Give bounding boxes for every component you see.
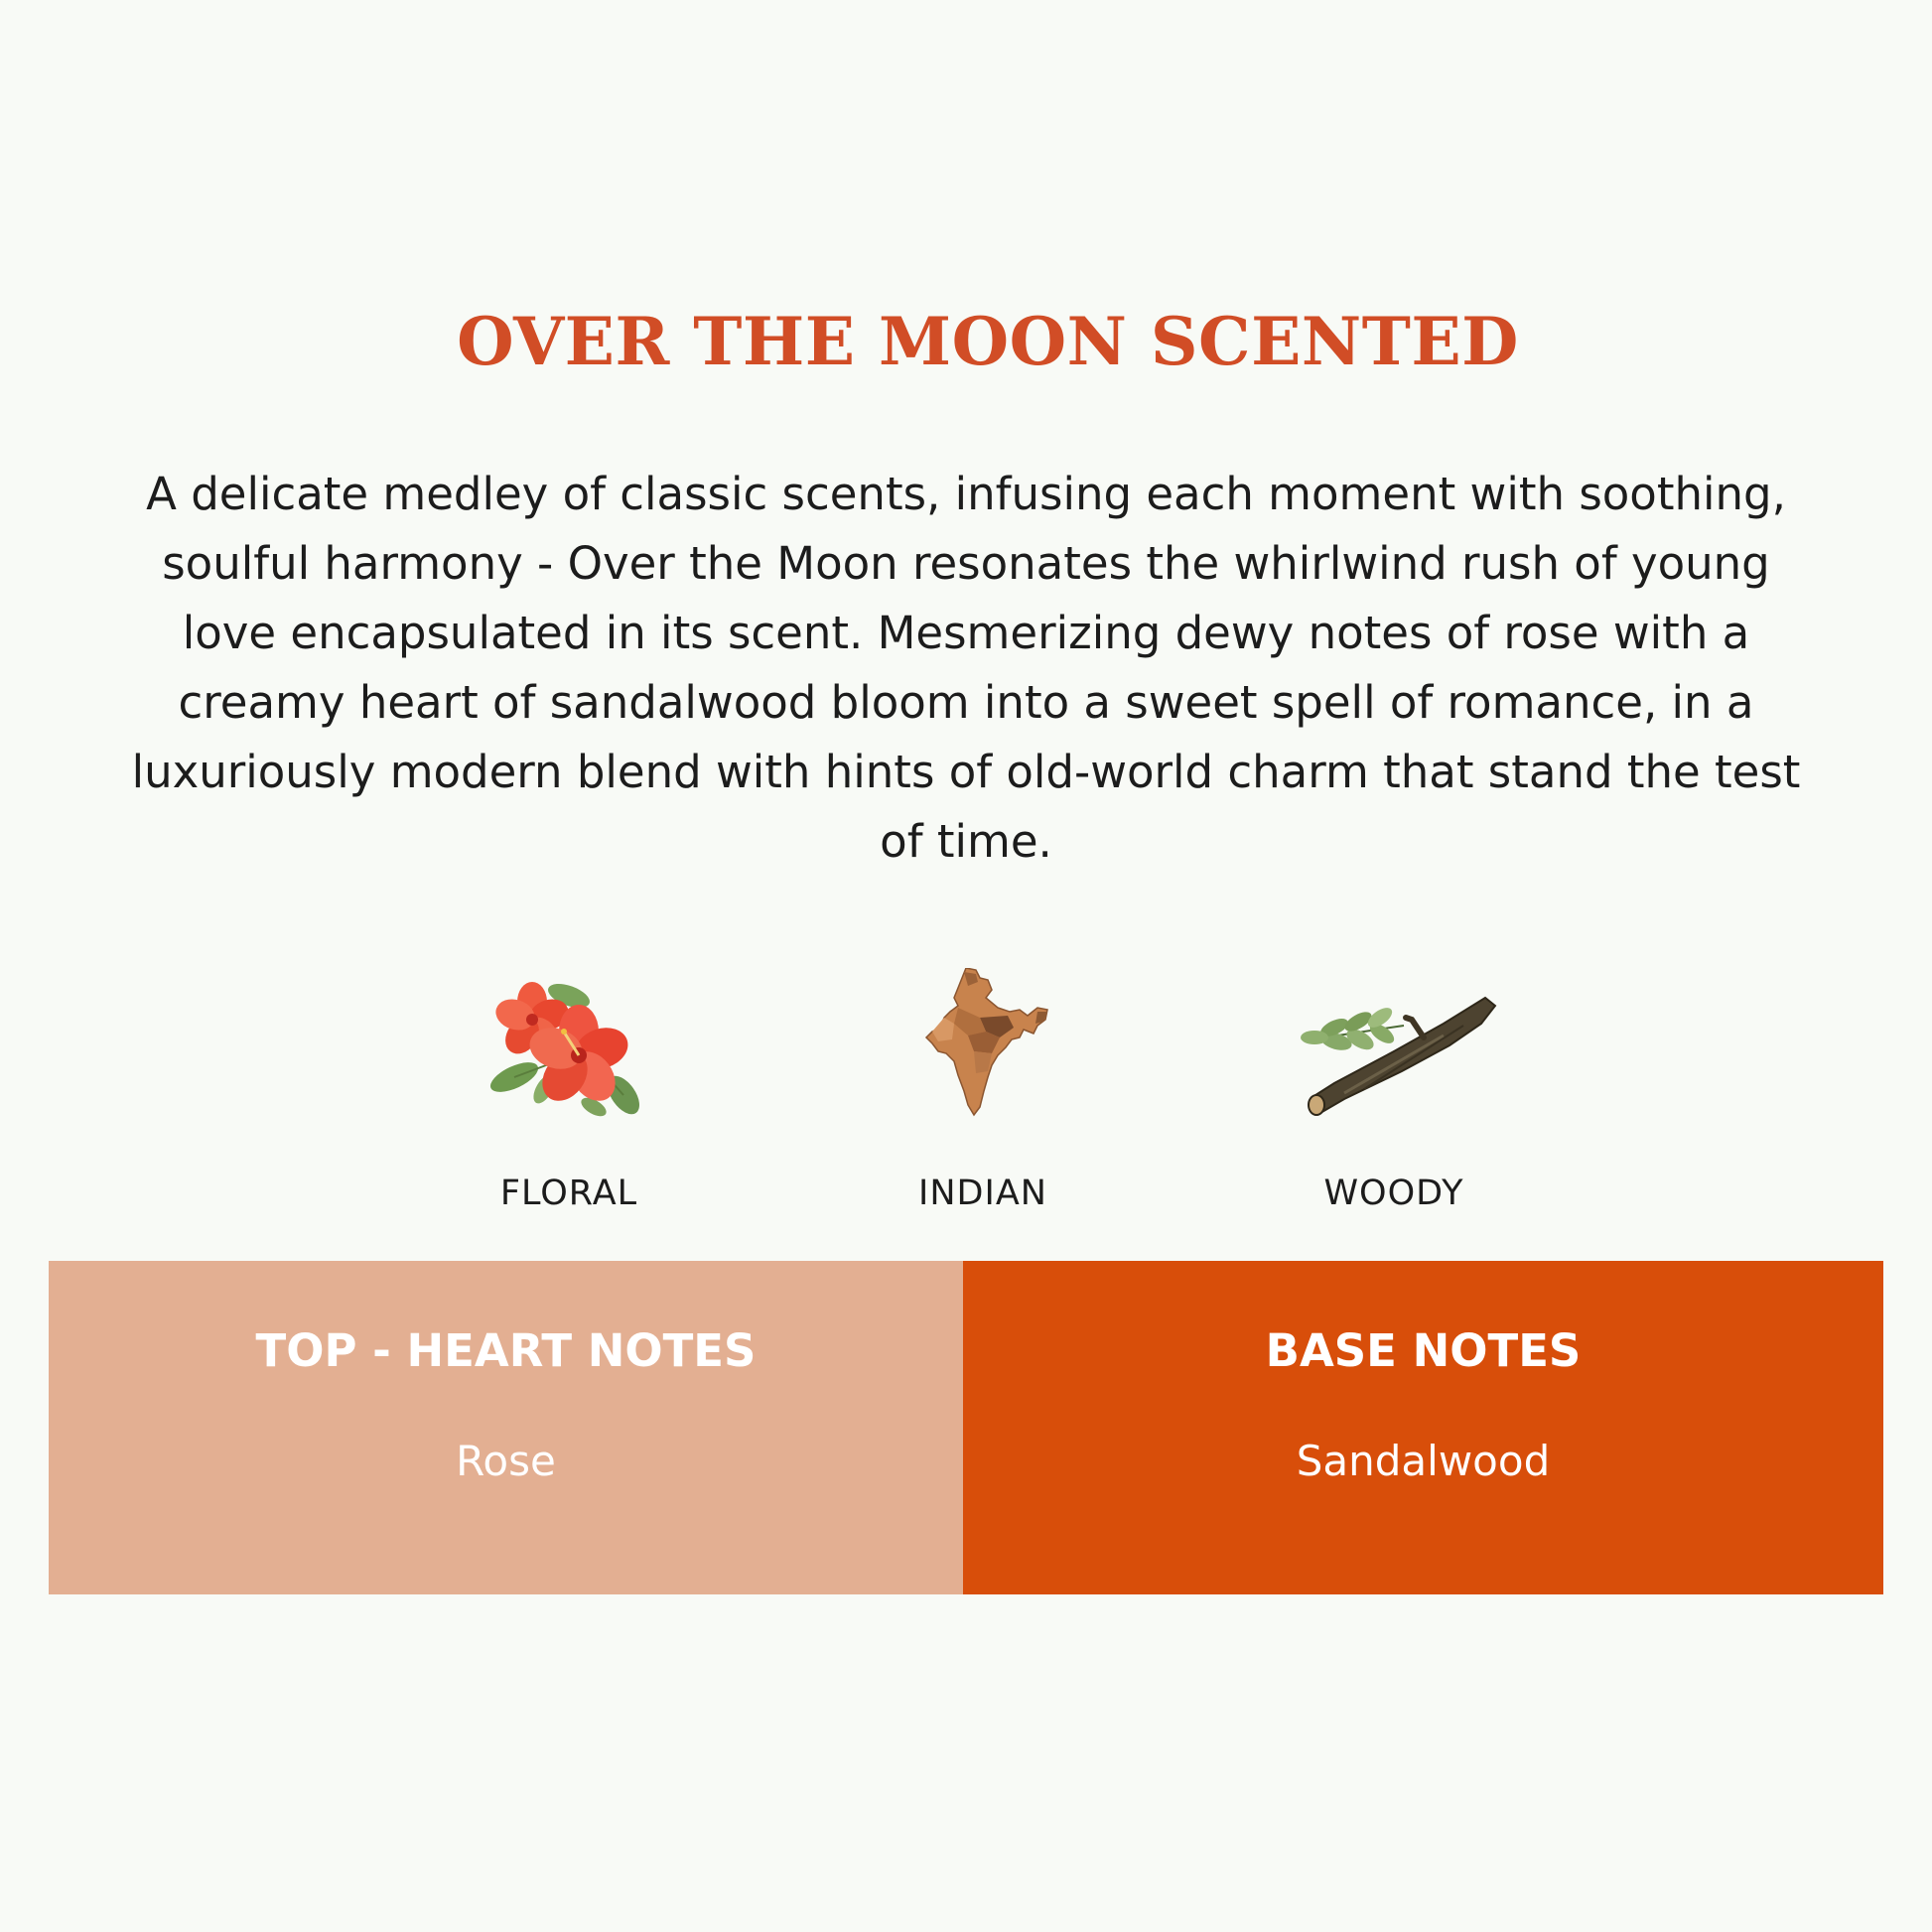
top-heart-notes-panel xyxy=(49,1261,963,1594)
base-notes-heading: BASE NOTES xyxy=(1265,1324,1582,1377)
base-notes-value: Sandalwood xyxy=(1296,1437,1551,1485)
top-heart-notes-value: Rose xyxy=(456,1437,556,1485)
scent-family-floral xyxy=(420,968,718,1226)
wood-branch-icon xyxy=(1275,968,1513,1117)
scent-family-label: INDIAN xyxy=(918,1173,1047,1213)
product-title: OVER THE MOON SCENTED xyxy=(457,303,1519,380)
scent-family-indian xyxy=(834,968,1132,1226)
product-description: A delicate medley of classic scents, infusing each moment with soothing, soulful harmony - Over the Moon resonates the whirlwind rush of young love encapsulated in its scent. Mesmerizing dewy notes of rose with a creamy heart of sandalwood bloom into a sweet spell of romance, in a luxuriously modern blend with hints of old-world charm that stand the test of time. xyxy=(131,468,1801,868)
scent-family-label: WOODY xyxy=(1323,1173,1464,1213)
india-map-icon xyxy=(889,968,1077,1117)
scent-family-label: FLORAL xyxy=(499,1173,638,1213)
hibiscus-flower-icon xyxy=(475,968,663,1117)
scent-family-woody xyxy=(1245,968,1543,1226)
base-notes-panel xyxy=(963,1261,1883,1594)
top-heart-notes-heading: TOP - HEART NOTES xyxy=(255,1324,757,1377)
